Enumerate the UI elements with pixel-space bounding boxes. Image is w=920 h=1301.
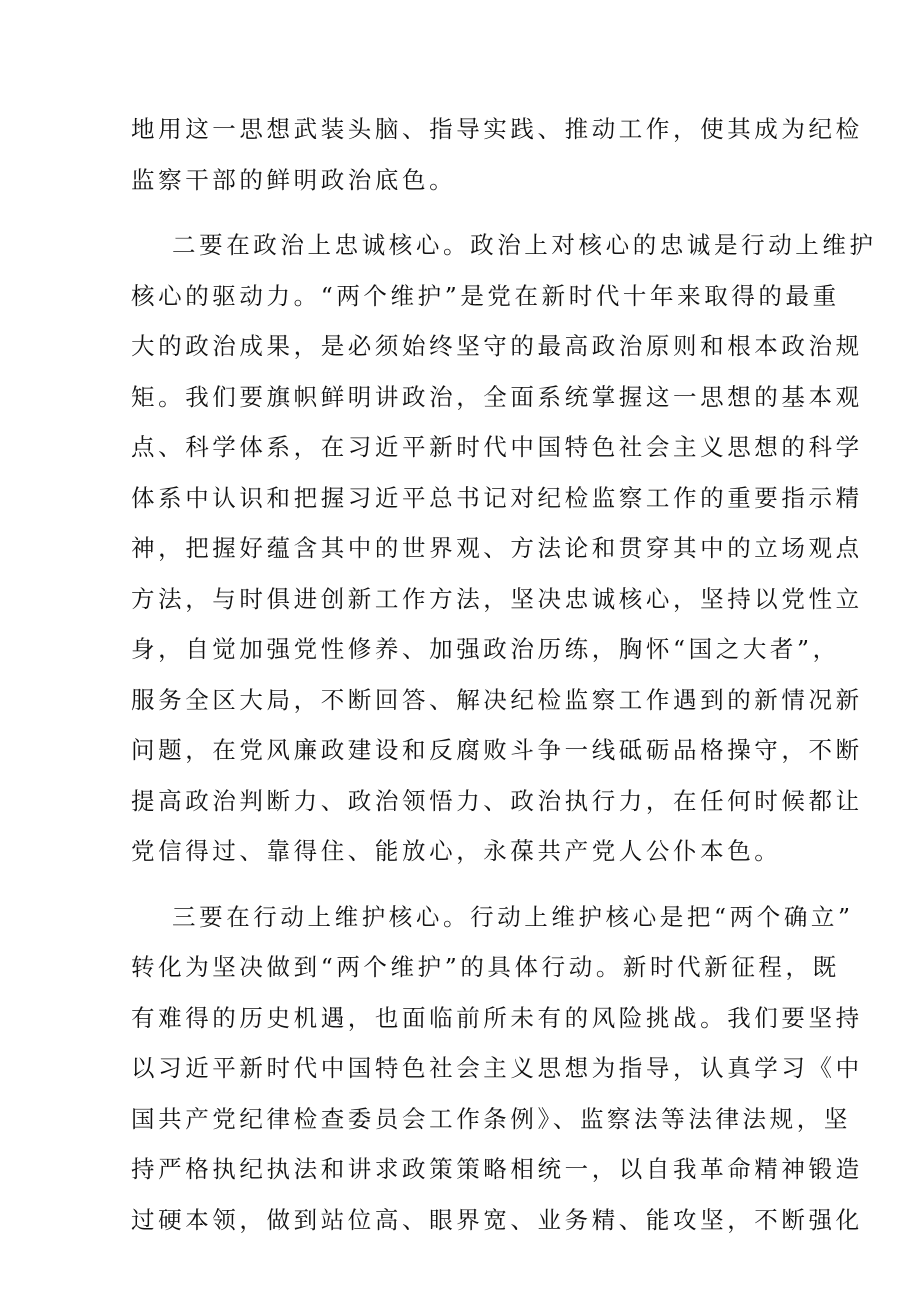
text-line: 监察干部的鲜明政治底色。 (131, 166, 457, 194)
paragraph-start-line: 二要在政治上忠诚核心。政治上对核心的忠诚是行动上维护 (172, 231, 877, 259)
text-line: 转化为坚决做到“两个维护”的具体行动。新时代新征程，既 (131, 953, 840, 981)
text-line: 过硬本领，做到站位高、眼界宽、业务精、能攻坚，不断强化 (131, 1206, 863, 1234)
text-line: 问题，在党风廉政建设和反腐败斗争一线砥砺品格操守，不断 (131, 736, 863, 764)
text-line: 地用这一思想武装头脑、指导实践、推动工作，使其成为纪检 (131, 115, 863, 143)
text-line: 持严格执纪执法和讲求政策策略相统一，以自我革命精神锻造 (131, 1155, 863, 1183)
text-line: 矩。我们要旗帜鲜明讲政治，全面系统掌握这一思想的基本观 (131, 383, 863, 411)
text-line: 提高政治判断力、政治领悟力、政治执行力，在任何时候都让 (131, 787, 863, 815)
text-line: 身，自觉加强党性修养、加强政治历练，胸怀“国之大者”， (131, 635, 840, 663)
text-line: 有难得的历史机遇，也面临前所未有的风险挑战。我们要坚持 (131, 1004, 863, 1032)
text-line: 以习近平新时代中国特色社会主义思想为指导，认真学习《中 (131, 1054, 863, 1082)
paragraph-start-line: 三要在行动上维护核心。行动上维护核心是把“两个确立” (172, 903, 854, 931)
text-line: 神，把握好蕴含其中的世界观、方法论和贯穿其中的立场观点 (131, 534, 863, 562)
text-line: 服务全区大局，不断回答、解决纪检监察工作遇到的新情况新 (131, 686, 863, 714)
text-line: 方法，与时俱进创新工作方法，坚决忠诚核心，坚持以党性立 (131, 585, 863, 613)
text-line: 核心的驱动力。“两个维护”是党在新时代十年来取得的最重 (131, 282, 840, 310)
text-line: 党信得过、靠得住、能放心，永葆共产党人公仆本色。 (131, 837, 782, 865)
text-line: 国共产党纪律检查委员会工作条例》、监察法等法律法规，坚 (131, 1105, 851, 1133)
text-line: 体系中认识和把握习近平总书记对纪检监察工作的重要指示精 (131, 484, 863, 512)
text-line: 大的政治成果，是必须始终坚守的最高政治原则和根本政治规 (131, 332, 863, 360)
text-line: 点、科学体系，在习近平新时代中国特色社会主义思想的科学 (131, 433, 863, 461)
